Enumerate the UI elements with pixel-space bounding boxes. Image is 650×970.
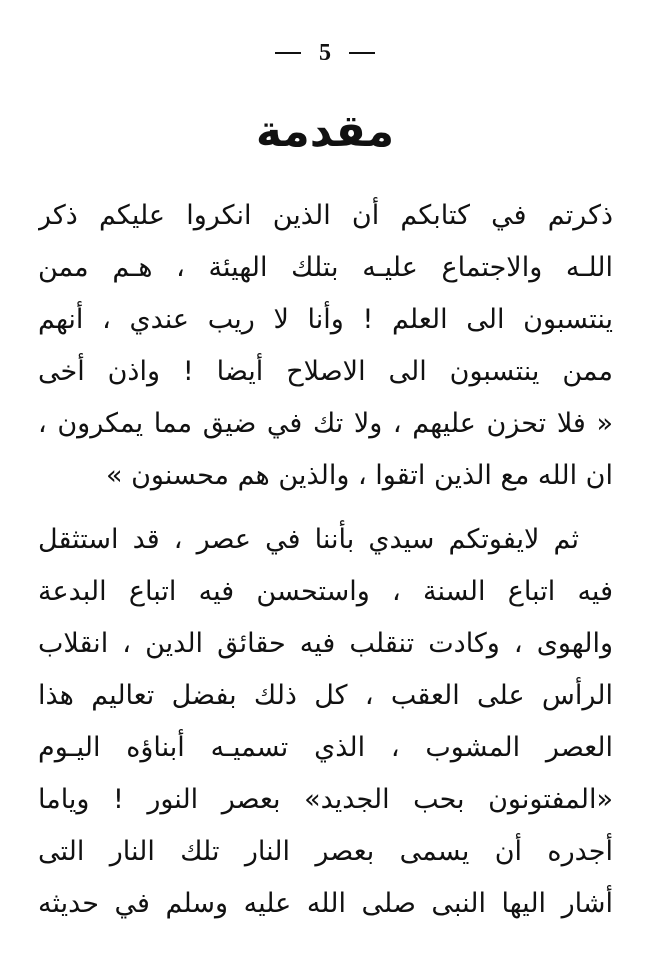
text-line: ممن ينتسبون الى الاصلاح أيضا ! واذن أخى (38, 356, 613, 387)
paragraph-1 (38, 190, 613, 502)
text-line: الرأس على العقب ، كل ذلك بفضل تعاليم هذا (38, 680, 613, 711)
text-line: ثم لايفوتكم سيدي بأننا في عصر ، قد استثقل (38, 524, 579, 555)
text-line: العصر المشوب ، الذي تسميـه أبناؤه اليـوم (38, 732, 613, 763)
text-line: ان الله مع الذين اتقوا ، والذين هم محسنون » (106, 460, 613, 491)
page-number-row (0, 38, 650, 68)
text-line: ينتسبون الى العلم ! وأنا لا ريب عندي ، أنهم (38, 304, 613, 335)
text-line: فيه اتباع السنة ، واستحسن فيه اتباع البدعة (38, 576, 613, 607)
paragraph-gap (38, 502, 613, 514)
page-number: 5 (319, 40, 331, 66)
page-number-left-dash (275, 52, 301, 54)
text-line: أشار اليها النبى صلى الله عليه وسلم في حديثه (38, 888, 613, 919)
paragraph-2 (38, 514, 613, 930)
section-heading: مقدمة (255, 106, 395, 157)
text-line: أجدره أن يسمى بعصر النار تلك النار التى (38, 836, 613, 867)
text-line: ذكرتم في كتابكم أن الذين انكروا عليكم ذكر (38, 200, 613, 231)
body-text (38, 190, 613, 930)
text-line: « فلا تحزن عليهم ، ولا تك في ضيق مما يمكرون ، (38, 408, 613, 439)
text-line: والهوى ، وكادت تنقلب فيه حقائق الدين ، انقلاب (38, 628, 613, 659)
page-number-right-dash (349, 52, 375, 54)
text-line: اللـه والاجتماع عليـه بتلك الهيئة ، هـم ممن (38, 252, 613, 283)
text-line: «المفتونون بحب الجديد» بعصر النور ! وياما (38, 784, 613, 815)
